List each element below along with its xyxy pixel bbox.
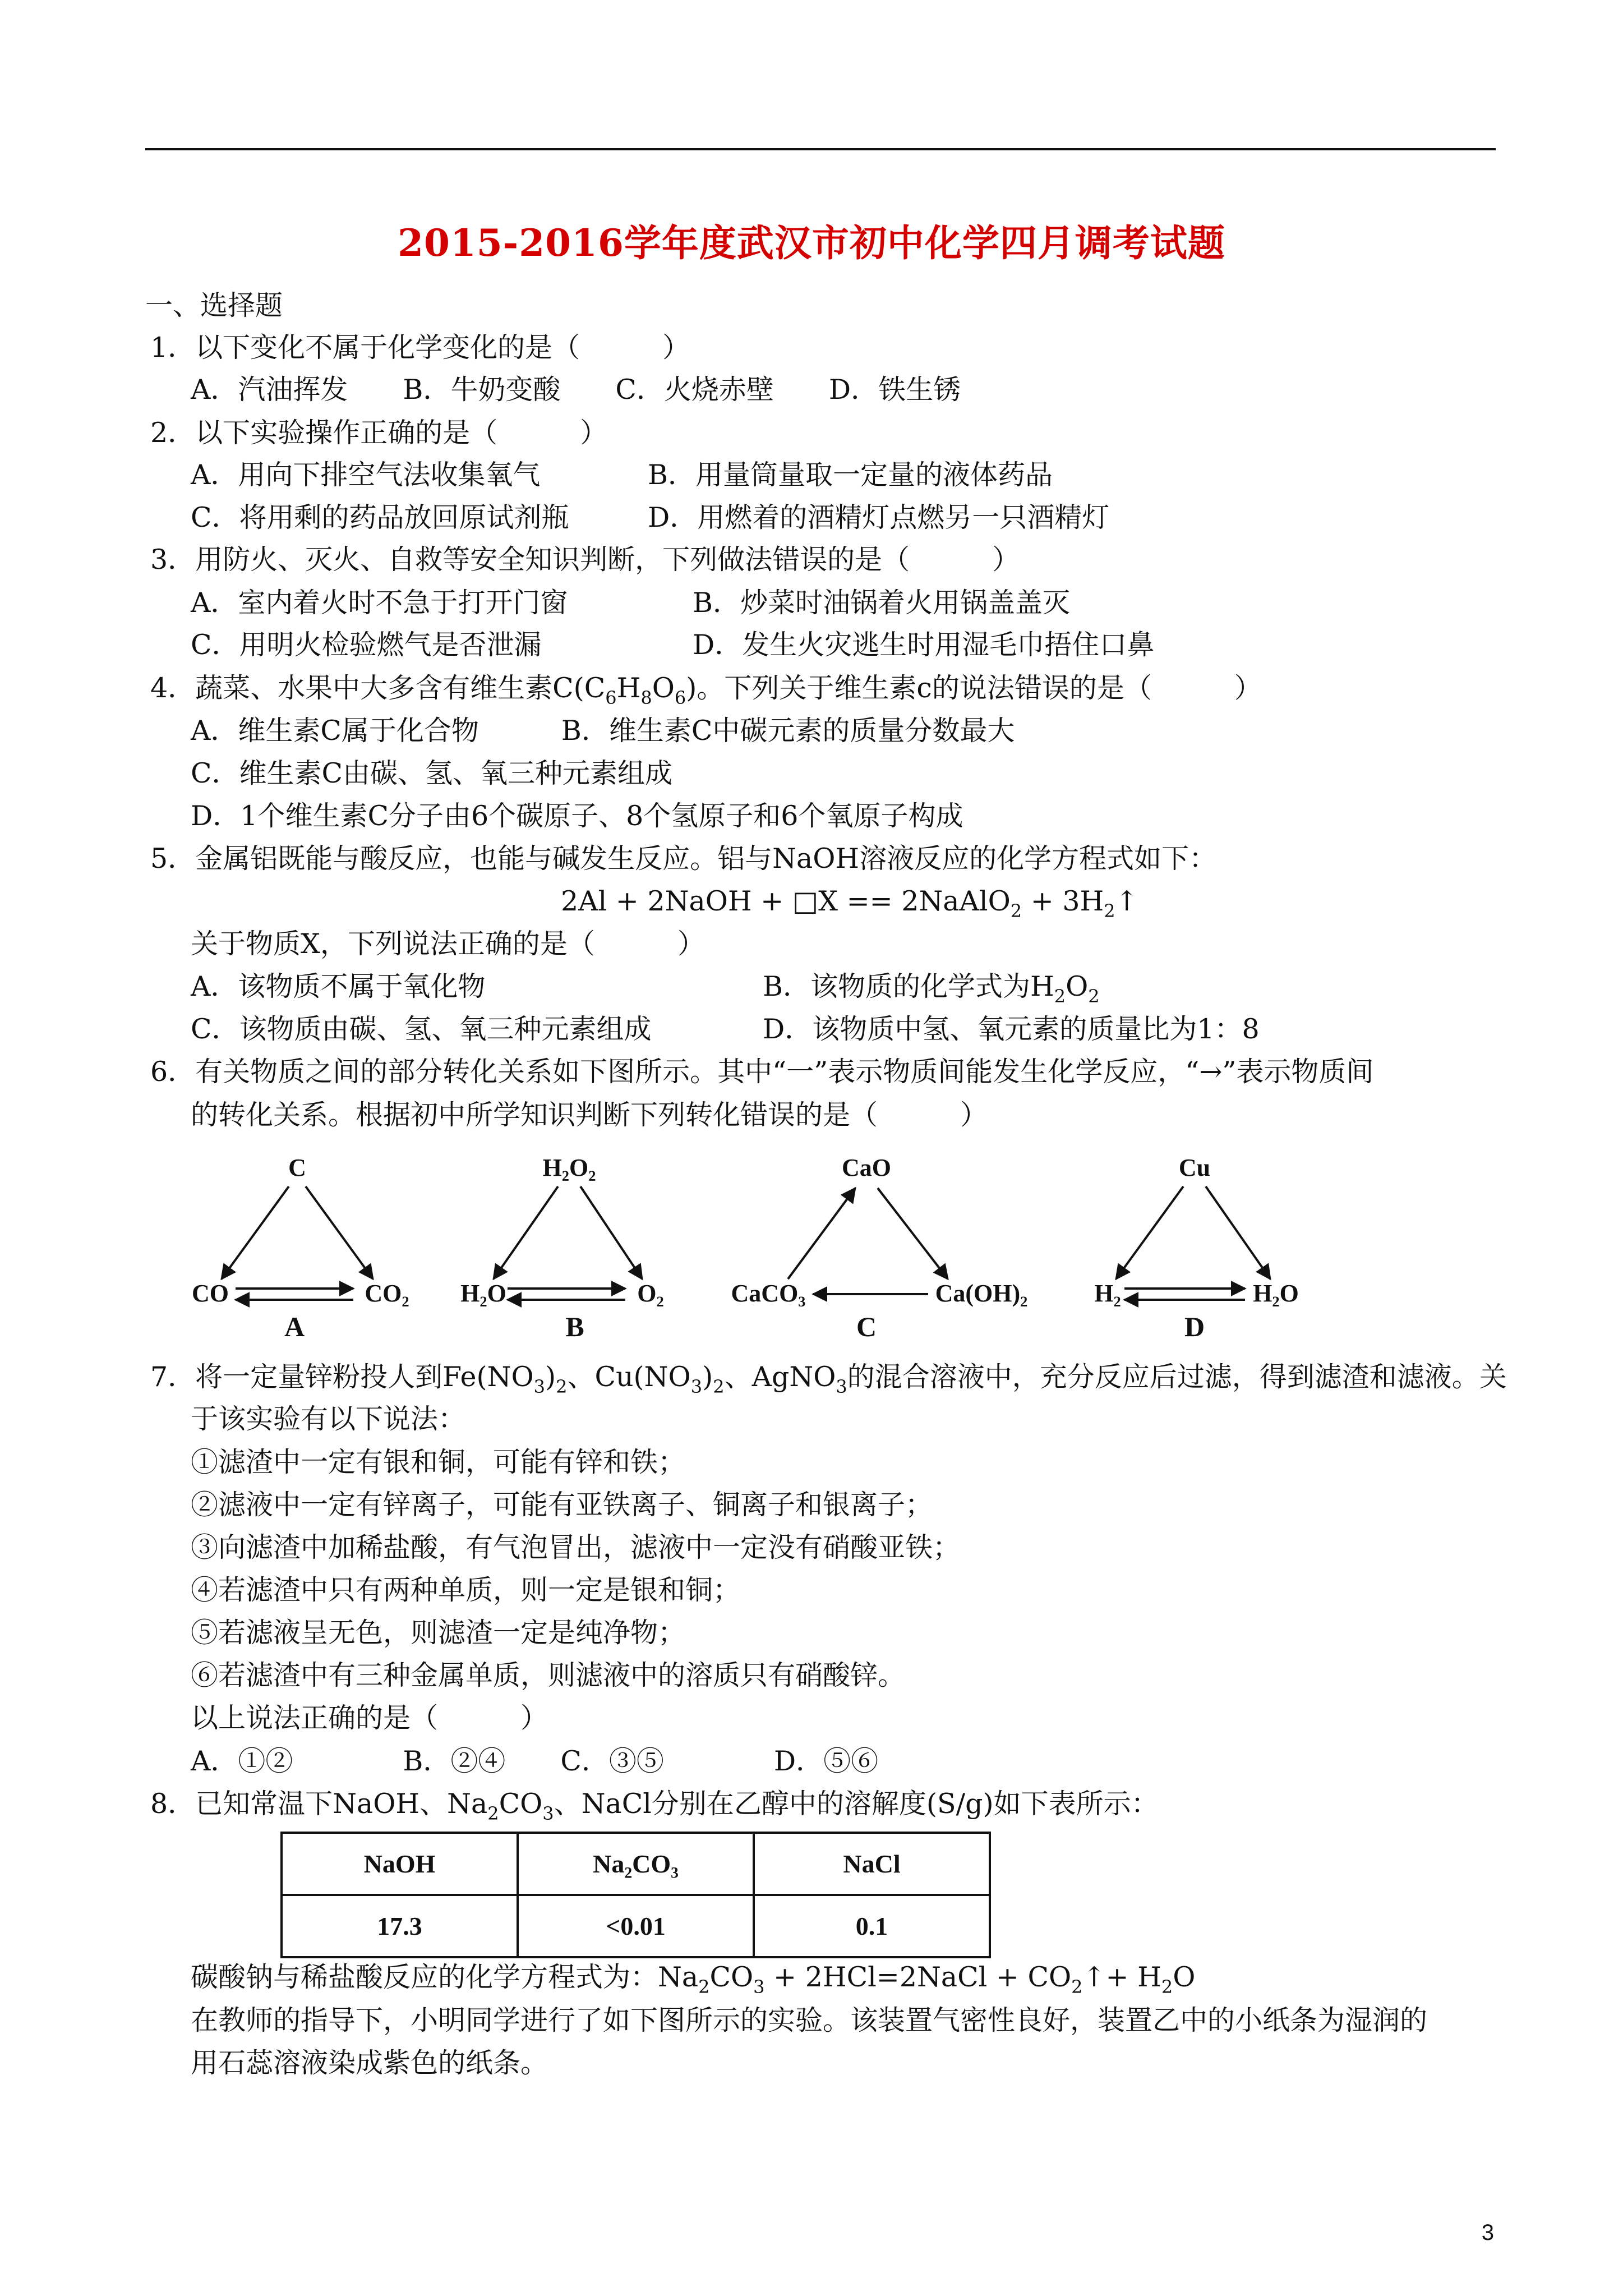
q7-item: ②滤液中一定有锌离子，可能有亚铁离子、铜离子和银离子； — [191, 1489, 933, 1521]
q1-options: A．汽油挥发 B．牛奶变酸 C．火烧赤壁 D．铁生锈 — [191, 374, 961, 406]
q7-stem-line1: 7．将一定量锌粉投人到$Fe(NO_3)_2$、$Cu(NO_3)_2$、AgNO$_3$的混合溶液中，充分反应后过滤，得到滤渣和滤液。关 — [150, 1361, 1507, 1397]
q5-stem: 5．金属铝既能与酸反应，也能与碱发生反应。铝与NaOH溶液反应的化学方程式如下： — [150, 843, 1217, 875]
q8-paragraph-line2: 用石蕊溶液染成紫色的纸条。 — [191, 2047, 548, 2079]
diagram-c — [731, 1154, 1028, 1342]
q5-option-d: D．该物质中氢、氧元素的质量比为1：8 — [763, 1013, 1260, 1045]
q5-ask: 关于物质X，下列说法正确的是（ ） — [191, 928, 705, 960]
q7-item: ⑥若滤渣中有三种金属单质，则滤液中的溶质只有硝酸锌。 — [191, 1659, 906, 1691]
diagram-d-top: Cu — [1178, 1154, 1211, 1181]
diagram-a-top: C — [288, 1154, 306, 1181]
diagram-b — [460, 1154, 664, 1342]
diagram-b-left: H₂O — [460, 1280, 506, 1307]
diagram-b-label: B — [565, 1311, 584, 1342]
table-row — [282, 1895, 990, 1957]
diagram-d-left: H₂ — [1094, 1280, 1121, 1307]
q8-equation: 碳酸钠与稀盐酸反应的化学方程式为：$Na_2CO_3$ + 2HCl=2NaCl + $CO_2↑+ H_2O$ — [191, 1961, 1196, 1998]
q4-option-c: C．维生素C由碳、氢、氧三种元素组成 — [191, 757, 672, 789]
q7-item: ①滤渣中一定有银和铜，可能有锌和铁； — [191, 1446, 686, 1478]
q3-option-c: C．用明火检验燃气是否泄漏 — [191, 629, 542, 661]
q7-item: ⑤若滤液呈无色，则滤渣一定是纯净物； — [191, 1617, 686, 1649]
diagram-c-left: CaCO₃ — [731, 1280, 806, 1307]
q2-stem: 2．以下实验操作正确的是（ ） — [150, 417, 608, 449]
q2-option-a: A．用向下排空气法收集氧气 — [191, 459, 541, 491]
table-cell: 0.1 — [754, 1895, 990, 1957]
q7-options: A．①② B．②④ C．③⑤ D．⑤⑥ — [191, 1745, 879, 1777]
q3-stem: 3．用防火、灭火、自救等安全知识判断，下列做法错误的是（ ） — [150, 544, 1020, 576]
q2-option-d: D．用燃着的酒精灯点燃另一只酒精灯 — [648, 501, 1110, 533]
table-header-row — [282, 1833, 990, 1895]
diagram-b-top: H₂O₂ — [542, 1154, 596, 1181]
q4-option-d: D．1个维生素C分子由6个碳原子、8个氢原子和6个氧原子构成 — [191, 800, 963, 832]
q6-conversion-diagrams — [0, 1144, 1623, 1358]
diagram-a-right: CO₂ — [365, 1280, 409, 1307]
solubility-table — [280, 1832, 991, 1958]
q3-option-d: D．发生火灾逃生时用湿毛巾捂住口鼻 — [693, 629, 1155, 661]
q3-option-a: A．室内着火时不急于打开门窗 — [191, 587, 568, 619]
table-header-cell: Na₂CO₃ — [518, 1833, 754, 1895]
q5-option-b: B．该物质的化学式为$H_2O_2$ — [763, 970, 1100, 1007]
q3-option-b: B．炒菜时油锅着火用锅盖盖灭 — [693, 587, 1071, 619]
q6-stem-line1: 6．有关物质之间的部分转化关系如下图所示。其中“一”表示物质间能发生化学反应，“→”表示物质间 — [150, 1056, 1374, 1088]
q2-option-b: B．用量筒量取一定量的液体药品 — [648, 459, 1053, 491]
diagram-d-label: D — [1184, 1311, 1205, 1342]
diagram-d-right: H₂O — [1253, 1280, 1299, 1307]
q5-option-c: C．该物质由碳、氢、氧三种元素组成 — [191, 1013, 652, 1045]
diagram-a-label: A — [284, 1311, 305, 1342]
q2-option-c: C．将用剩的药品放回原试剂瓶 — [191, 501, 569, 533]
q5-option-a: A．该物质不属于氧化物 — [191, 970, 486, 1002]
q8-paragraph-line1: 在教师的指导下，小明同学进行了如下图所示的实验。该装置气密性良好，装置乙中的小纸条为湿润的 — [191, 2004, 1428, 2036]
section-heading: 一、选择题 — [145, 289, 283, 321]
diagram-c-label: C — [856, 1311, 877, 1342]
q4-stem: 4．蔬菜、水果中大多含有维生素$C(C_6H_8O_6)$。下列关于维生素c的说法错误的是（ ） — [150, 672, 1262, 708]
q8-stem: 8．已知常温下NaOH、$Na_2CO_3$、NaCl分别在乙醇中的溶解度(S/g)如下表所示： — [150, 1788, 1159, 1824]
q7-stem-line2: 于该实验有以下说法： — [191, 1403, 466, 1435]
table-cell: 17.3 — [282, 1895, 518, 1957]
table-header-cell: NaOH — [282, 1833, 518, 1895]
diagram-c-right: Ca(OH)₂ — [935, 1280, 1028, 1307]
diagram-a-left: CO — [192, 1280, 229, 1307]
header-rule — [145, 148, 1496, 150]
q7-ask: 以上说法正确的是（ ） — [191, 1702, 548, 1734]
page-title: 2015-2016学年度武汉市初中化学四月调考试题 — [398, 221, 1225, 265]
table-header-cell: NaCl — [754, 1833, 990, 1895]
diagram-a — [192, 1154, 409, 1342]
q4-options-ab: A．维生素C属于化合物 B．维生素C中碳元素的质量分数最大 — [191, 715, 1015, 747]
q5-equation: 2Al + 2NaOH + □X == 2NaAlO$_2$ + $3H_2↑$ — [561, 885, 1138, 922]
diagram-c-top: CaO — [842, 1154, 891, 1181]
diagram-d — [1094, 1154, 1299, 1342]
q7-item: ④若滤渣中只有两种单质，则一定是银和铜； — [191, 1574, 741, 1606]
q1-stem: 1．以下变化不属于化学变化的是（ ） — [150, 332, 690, 364]
q6-stem-line2: 的转化关系。根据初中所学知识判断下列转化错误的是（ ） — [191, 1099, 988, 1131]
page-number: 3 — [1481, 2220, 1494, 2245]
q7-item: ③向滤渣中加稀盐酸，有气泡冒出，滤液中一定没有硝酸亚铁； — [191, 1531, 961, 1563]
table-cell: <0.01 — [518, 1895, 754, 1957]
diagram-b-right: O₂ — [637, 1280, 664, 1307]
